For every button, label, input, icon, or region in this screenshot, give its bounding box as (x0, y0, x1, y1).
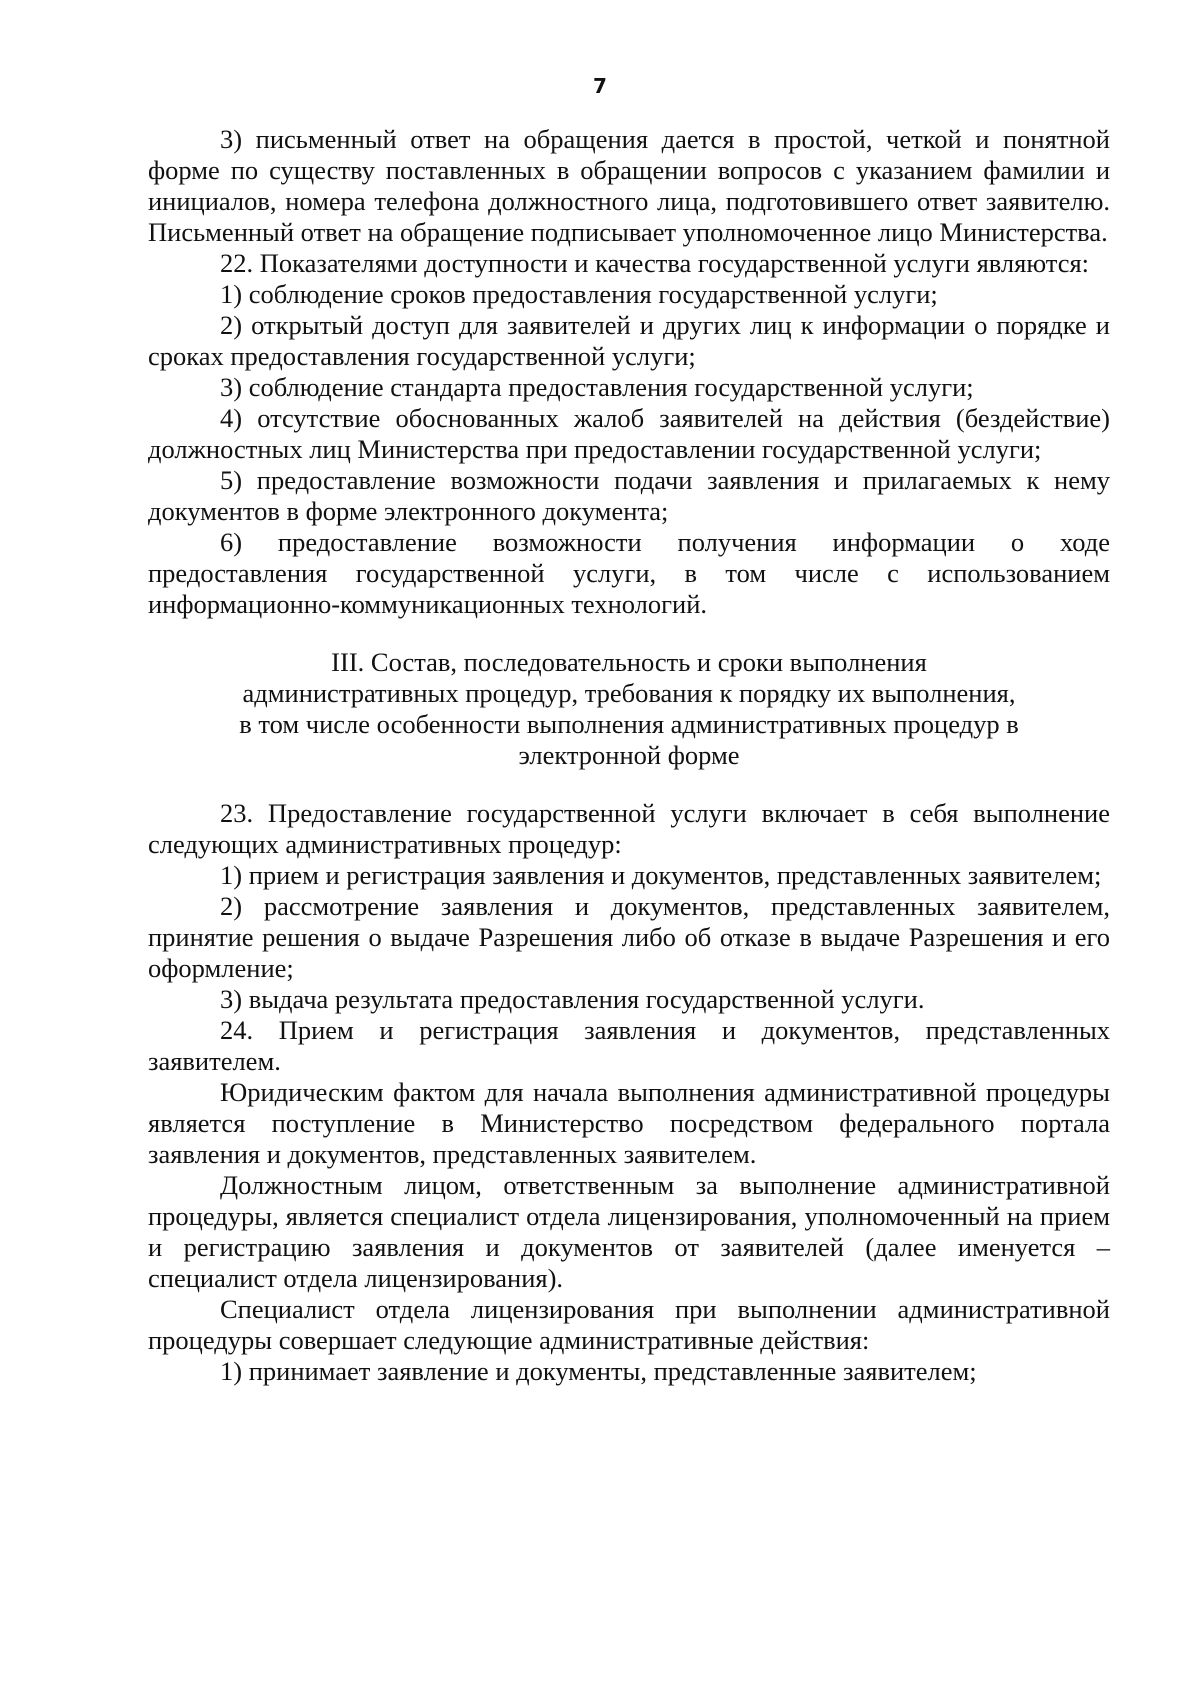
list-item: 6) предоставление возможности получения информации о ходе предоставления государственной услуги, в том числе с использованием информационно-коммуникационных технологий. (148, 527, 1110, 619)
section-heading-line: электронной форме (518, 740, 740, 770)
paragraph: 23. Предоставление государственной услуги включает в себя выполнение следующих административных процедур: (148, 798, 1110, 859)
paragraph: 22. Показателями доступности и качества государственной услуги являются: (220, 248, 1090, 278)
list-item: 5) предоставление возможности подачи заявления и прилагаемых к нему документов в форме электронного документа; (148, 465, 1110, 526)
paragraph: Должностным лицом, ответственным за выполнение административной процедуры, является специалист отдела лицензирования, уполномоченный на прием и регистрацию заявления и документов от заявителей (далее именуется – специалист отдела лицензирования). (148, 1170, 1110, 1293)
list-item: 4) отсутствие обоснованных жалоб заявителей на действия (бездействие) должностных лиц Министерства при предоставлении государственной услуги; (148, 403, 1110, 464)
section-heading-line: в том числе особенности выполнения административных процедур в (239, 709, 1019, 739)
paragraph: 3) письменный ответ на обращения дается в простой, четкой и понятной форме по существу поставленных в обращении вопросов с указанием фамилии и инициалов, номера телефона должностного лица, подготовившего ответ заявителю. Письменный ответ на обращение подписывает уполномоченное лицо Министерства. (148, 124, 1110, 247)
page-number: 7 (593, 74, 607, 98)
list-item: 3) выдача результата предоставления государственной услуги. (220, 984, 925, 1014)
document-body (148, 124, 1110, 1387)
list-item: 2) открытый доступ для заявителей и других лиц к информации о порядке и сроках предоставления государственной услуги; (148, 310, 1110, 371)
section-heading (148, 647, 1110, 771)
paragraph: Юридическим фактом для начала выполнения административной процедуры является поступление в Министерство посредством федерального портала заявления и документов, представленных заявителем. (148, 1077, 1110, 1169)
section-heading-line: административных процедур, требования к порядку их выполнения, (242, 678, 1016, 708)
section-heading-line: III. Состав, последовательность и сроки выполнения (331, 647, 927, 677)
list-item: 1) принимает заявление и документы, представленные заявителем; (220, 1356, 977, 1386)
list-item: 1) прием и регистрация заявления и документов, представленных заявителем; (220, 860, 1102, 890)
list-item: 1) соблюдение сроков предоставления государственной услуги; (220, 279, 938, 309)
list-item: 2) рассмотрение заявления и документов, представленных заявителем, принятие решения о выдаче Разрешения либо об отказе в выдаче Разрешения и его оформление; (148, 891, 1110, 983)
paragraph: 24. Прием и регистрация заявления и документов, представленных заявителем. (148, 1015, 1110, 1076)
list-item: 3) соблюдение стандарта предоставления государственной услуги; (220, 372, 974, 402)
paragraph: Специалист отдела лицензирования при выполнении административной процедуры совершает следующие административные действия: (148, 1294, 1110, 1355)
